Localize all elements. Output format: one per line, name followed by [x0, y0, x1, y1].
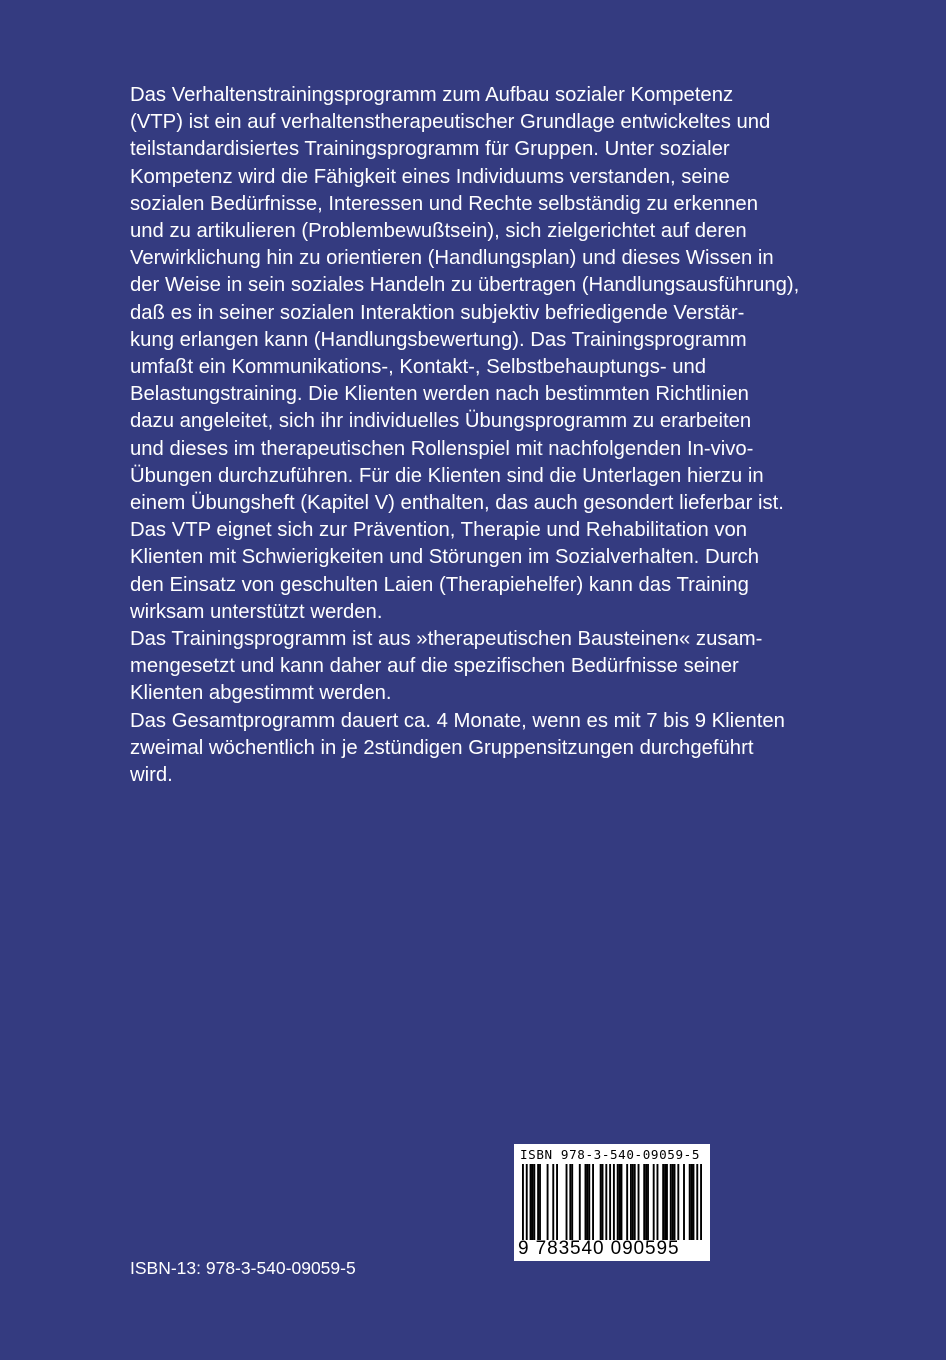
barcode-bar — [585, 1164, 587, 1240]
barcode-bar — [586, 1164, 588, 1240]
text-line: teilstandardisiertes Trainingsprogramm für Gruppen. Unter sozialer — [130, 138, 730, 161]
barcode-bar — [571, 1164, 573, 1240]
barcode-bar — [683, 1164, 685, 1240]
barcode-bar — [522, 1164, 524, 1240]
barcode-bar — [632, 1164, 634, 1240]
barcode-bars — [522, 1164, 702, 1240]
barcode-bar — [666, 1164, 668, 1240]
barcode-bar — [691, 1164, 693, 1240]
barcode-bar — [539, 1164, 541, 1240]
barcode-bar — [547, 1164, 549, 1240]
barcode-bar — [613, 1164, 615, 1240]
barcode-bar — [626, 1164, 628, 1240]
barcode-bar — [531, 1164, 533, 1240]
barcode-bar — [579, 1164, 581, 1240]
barcode-bar — [689, 1164, 691, 1240]
barcode-bar — [643, 1164, 645, 1240]
text-line: dazu angeleitet, sich ihr individuelles Übungsprogramm zu erarbeiten — [130, 410, 752, 433]
barcode-isbn-label: ISBN 978-3-540-09059-5 — [520, 1147, 701, 1162]
text-line: Kompetenz wird die Fähigkeit eines Individuums verstanden, seine — [130, 165, 730, 188]
barcode-bar — [530, 1164, 532, 1240]
text-line: mengesetzt und kann daher auf die spezifischen Bedürfnisse seiner — [130, 655, 739, 678]
barcode-bar — [634, 1164, 636, 1240]
barcode-bar — [533, 1164, 535, 1240]
barcode-bar — [617, 1164, 619, 1240]
barcode-bar — [556, 1164, 558, 1240]
text-line: Das Trainingsprogramm ist aus »therapeutischen Bausteinen« zusam- — [130, 628, 763, 651]
text-line: daß es in seiner sozialen Interaktion subjektiv befriedigende Verstär- — [130, 301, 745, 324]
barcode-bar — [605, 1164, 607, 1240]
barcode-bar — [647, 1164, 649, 1240]
barcode-bar — [672, 1164, 674, 1240]
text-line: Klienten abgestimmt werden. — [130, 682, 392, 705]
text-line: und dieses im therapeutischen Rollenspiel mit nachfolgenden In-vivo- — [130, 437, 754, 460]
isbn-13-label: ISBN-13: 978-3-540-09059-5 — [130, 1258, 356, 1278]
barcode-bar — [566, 1164, 568, 1240]
barcode-bar — [677, 1164, 679, 1240]
barcode-bar — [645, 1164, 647, 1240]
text-line: kung erlangen kann (Handlungsbewertung). Das Trainingsprogramm — [130, 328, 747, 351]
barcode-bar — [664, 1164, 666, 1240]
barcode-bar — [619, 1164, 621, 1240]
text-line: und zu artikulieren (Problembewußtsein), sich zielgerichtet auf deren — [130, 220, 747, 243]
barcode-bar — [630, 1164, 632, 1240]
back-cover-description — [130, 82, 820, 789]
barcode-bar — [592, 1164, 594, 1240]
barcode — [514, 1144, 710, 1261]
barcode-bar — [670, 1164, 672, 1240]
barcode-bar — [537, 1164, 539, 1240]
text-line: sozialen Bedürfnisse, Interessen und Rechte selbständig zu erkennen — [130, 192, 758, 215]
barcode-bar — [657, 1164, 659, 1240]
barcode-bar — [662, 1164, 664, 1240]
barcode-bar — [674, 1164, 676, 1240]
text-line: Belastungstraining. Die Klienten werden nach bestimmten Richtlinien — [130, 383, 749, 406]
barcode-bar — [638, 1164, 640, 1240]
text-line: Übungen durchzuführen. Für die Klienten sind die Unterlagen hierzu in — [130, 464, 764, 487]
text-line: Klienten mit Schwierigkeiten und Störungen im Sozialverhalten. Durch — [130, 546, 760, 569]
text-line: den Einsatz von geschulten Laien (Therapiehelfer) kann das Training — [130, 573, 749, 596]
barcode-bar — [569, 1164, 571, 1240]
text-line: Verwirklichung hin zu orientieren (Handlungsplan) und dieses Wissen in — [130, 247, 774, 270]
text-line: der Weise in sein soziales Handeln zu übertragen (Handlungsausführung), — [130, 274, 800, 297]
barcode-bar — [621, 1164, 623, 1240]
barcode-bar — [526, 1164, 528, 1240]
text-line: Das Gesamtprogramm dauert ca. 4 Monate, wenn es mit 7 bis 9 Klienten — [130, 709, 785, 732]
barcode-bar — [609, 1164, 611, 1240]
barcode-bar — [653, 1164, 655, 1240]
text-line: Das Verhaltenstrainingsprogramm zum Aufbau sozialer Kompetenz — [130, 84, 734, 106]
barcode-bar — [602, 1164, 604, 1240]
text-line: einem Übungsheft (Kapitel V) enthalten, das auch gesondert lieferbar ist. — [130, 492, 784, 515]
text-line: Das VTP eignet sich zur Prävention, Therapie und Rehabilitation von — [130, 519, 748, 542]
barcode-bar — [700, 1164, 702, 1240]
barcode-bar — [600, 1164, 602, 1240]
barcode-bar — [696, 1164, 698, 1240]
barcode-bar — [552, 1164, 554, 1240]
barcode-digits: 9 783540 090595 — [518, 1238, 680, 1259]
text-line: zweimal wöchentlich in je 2stündigen Gruppensitzungen durchgeführt — [130, 736, 754, 759]
text-line: wird. — [130, 764, 173, 787]
text-line: wirksam unterstützt werden. — [130, 600, 383, 623]
text-line: umfaßt ein Kommunikations-, Kontakt-, Selbstbehauptungs- und — [130, 356, 707, 379]
barcode-bar — [693, 1164, 695, 1240]
barcode-bar — [588, 1164, 590, 1240]
text-line: (VTP) ist ein auf verhaltenstherapeutischer Grundlage entwickeltes und — [130, 111, 771, 134]
